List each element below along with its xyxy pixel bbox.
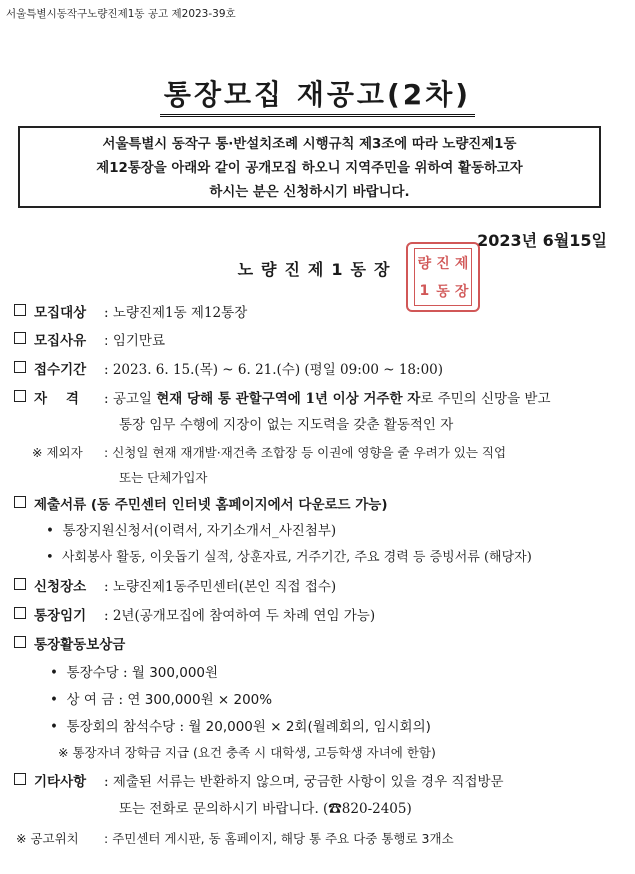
checkbox-icon bbox=[14, 304, 26, 316]
page-title: 통장모집 재공고(2차) bbox=[160, 73, 475, 117]
seal-grid bbox=[414, 248, 472, 306]
scholarship-note: ※ 통장자녀 장학금 지급 (요건 충족 시 대학생, 고등학생 자녀에 한함) bbox=[58, 745, 436, 760]
seal-char: 동 bbox=[436, 284, 450, 300]
documents-item-1: 통장지원신청서(이력서, 자기소개서_사진첨부) bbox=[62, 523, 337, 539]
qualification-line-2: 통장 임무 수행에 지장이 없는 지도력을 갖춘 활동적인 자 bbox=[119, 417, 454, 433]
period-label: 접수기간 bbox=[34, 362, 87, 378]
checkbox-icon bbox=[14, 332, 26, 344]
office-name: 노량진제1동장 bbox=[237, 260, 398, 279]
documents-label: 제출서류 (동 주민센터 인터넷 홈페이지에서 다운로드 가능) bbox=[34, 497, 388, 513]
place-label: 신청장소 bbox=[34, 579, 87, 595]
recruit-target-value: 노량진제1동 제12통장 bbox=[112, 305, 248, 321]
other-line-1: 제출된 서류는 반환하지 않으며, 궁금한 사항이 있을 경우 직접방문 bbox=[112, 774, 504, 790]
compensation-item-name: 상 여 금 bbox=[66, 692, 115, 708]
notice-number: 서울특별시동작구노량진제1동 공고 제2023-39호 bbox=[6, 8, 236, 20]
seal-char: 량 bbox=[417, 256, 432, 272]
checkbox-icon bbox=[14, 773, 26, 785]
qualification-highlight: 현재 당해 통 관할구역에 1년 이상 거주한 자 bbox=[156, 391, 421, 407]
recruit-reason-label: 모집사유 bbox=[34, 333, 87, 349]
qualification-post: 로 주민의 신망을 받고 bbox=[420, 391, 551, 407]
official-seal bbox=[406, 242, 480, 312]
other-label: 기타사항 bbox=[34, 774, 87, 790]
checkbox-icon bbox=[14, 361, 26, 373]
place-value: 노량진제1동주민센터(본인 직접 접수) bbox=[112, 579, 337, 595]
period-value: 2023. 6. 15.(목) ~ 6. 21.(수) (평일 09:00 ~ 18:00) bbox=[112, 362, 444, 378]
seal-char: 진 bbox=[436, 256, 450, 272]
checkbox-icon bbox=[14, 578, 26, 590]
compensation-label: 통장활동보상금 bbox=[34, 637, 126, 653]
recruit-reason-value: 임기만료 bbox=[112, 333, 166, 349]
compensation-item-value: 월 300,000원 bbox=[131, 665, 219, 681]
qualification-label: 자 격 bbox=[34, 391, 79, 407]
intro-box bbox=[18, 126, 601, 208]
exclusion-label: ※ 제외자 bbox=[32, 445, 83, 460]
seal-char: 제 bbox=[454, 256, 469, 272]
seal-char: 1 bbox=[419, 283, 430, 299]
exclusion-line-2: 또는 단체가입자 bbox=[119, 470, 208, 485]
checkbox-icon bbox=[14, 636, 26, 648]
intro-line-3: 하시는 분은 신청하시기 바랍니다. bbox=[209, 185, 410, 200]
recruit-target-label: 모집대상 bbox=[34, 305, 87, 321]
other-line-2: 또는 전화로 문의하시기 바랍니다. (☎820-2405) bbox=[119, 801, 412, 817]
compensation-item-name: 통장회의 참석수당 bbox=[66, 719, 176, 735]
checkbox-icon bbox=[14, 496, 26, 508]
intro-line-1: 서울특별시 동작구 통·반설치조례 시행규칙 제3조에 따라 노량진제1동 bbox=[102, 137, 517, 152]
compensation-item-value: 월 20,000원 × 2회(월례회의, 임시회의) bbox=[188, 719, 431, 735]
checkbox-icon bbox=[14, 607, 26, 619]
compensation-item-name: 통장수당 bbox=[66, 665, 119, 681]
posting-value: 주민센터 게시판, 동 홈페이지, 해당 통 주요 다중 통행로 3개소 bbox=[112, 831, 454, 846]
compensation-item-value: 연 300,000원 × 200% bbox=[127, 692, 273, 708]
qualification-pre: 공고일 bbox=[112, 391, 157, 407]
exclusion-line-1: 신청일 현재 재개발·재건축 조합장 등 이권에 영향을 줄 우려가 있는 직업 bbox=[112, 445, 507, 460]
notice-date: 2023년 6월15일 bbox=[477, 231, 607, 250]
term-value: 2년(공개모집에 참여하여 두 차례 연임 가능) bbox=[112, 608, 376, 624]
title-container bbox=[0, 73, 635, 117]
intro-line-2: 제12통장을 아래와 같이 공개모집 하오니 지역주민을 위하여 활동하고자 bbox=[96, 161, 523, 176]
posting-label: ※ 공고위치 bbox=[16, 831, 79, 846]
term-label: 통장임기 bbox=[34, 608, 87, 624]
checkbox-icon bbox=[14, 390, 26, 402]
documents-item-2: 사회봉사 활동, 이웃돕기 실적, 상훈자료, 거주기간, 주요 경력 등 증빙서류 (해당자) bbox=[61, 550, 532, 565]
seal-char: 장 bbox=[454, 284, 469, 300]
